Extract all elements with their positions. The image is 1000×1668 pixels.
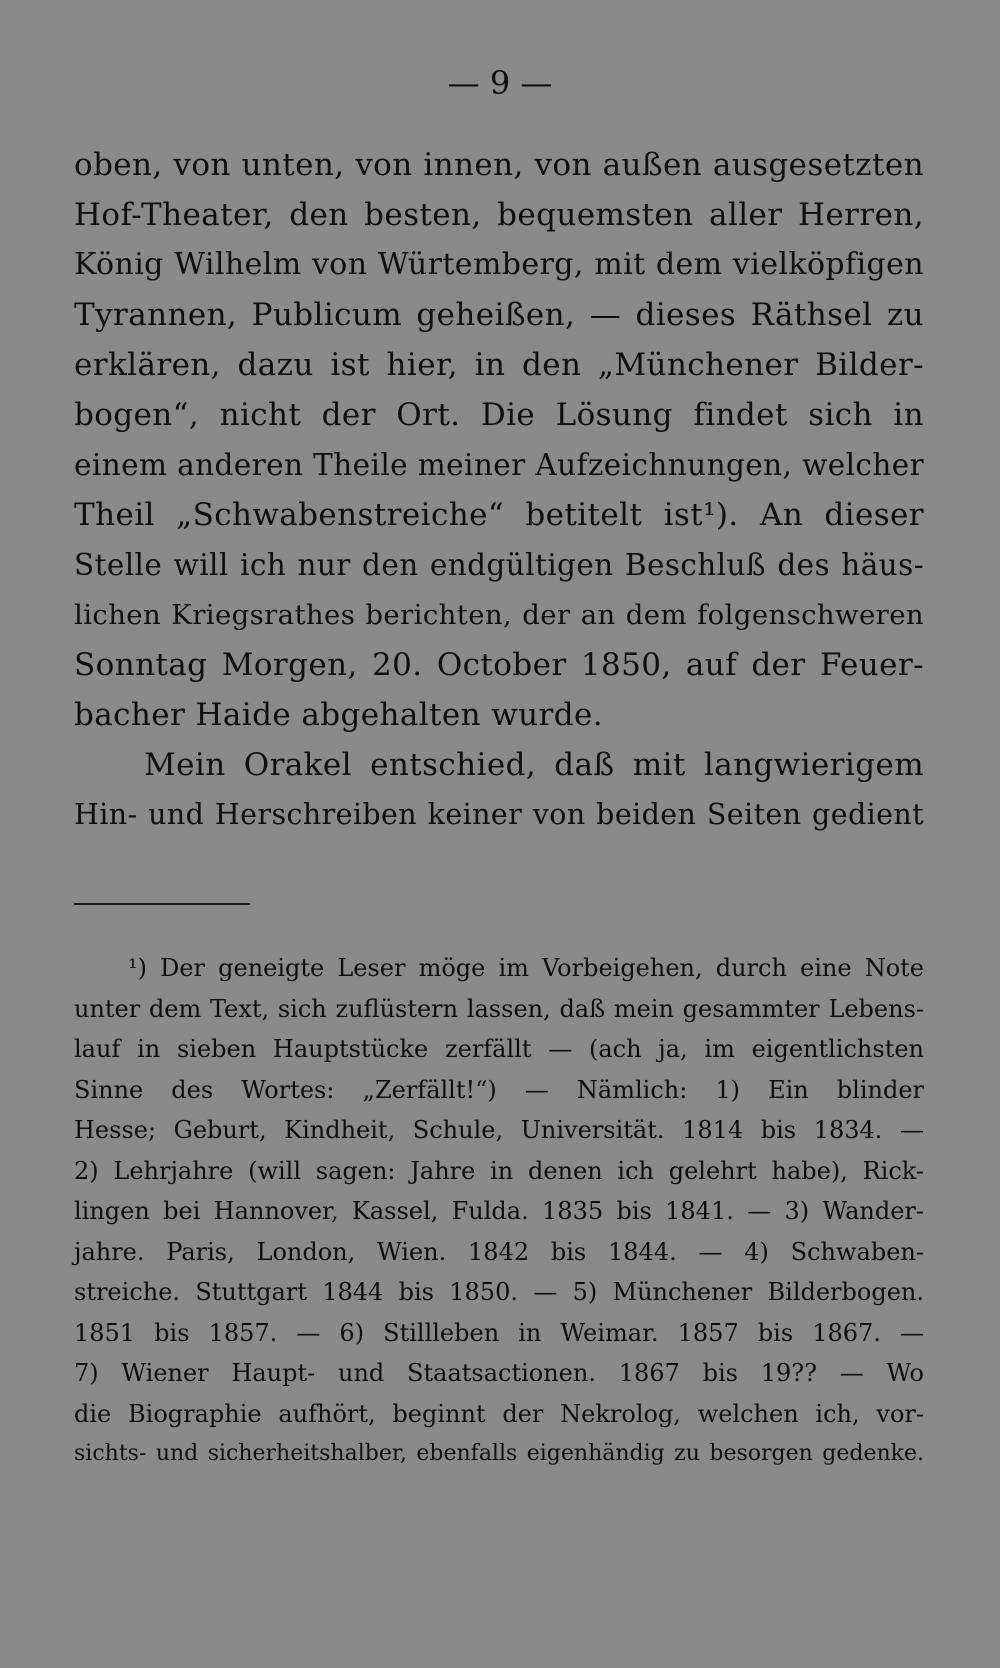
text-line: König Wilhelm von Würtemberg, mit dem vielköpfigen <box>74 247 924 282</box>
text-line: Tyrannen, Publicum geheißen, — dieses Räthsel zu <box>74 297 924 333</box>
text-line: Theil „Schwabenstreiche“ betitelt ist¹). An dieser <box>74 497 924 533</box>
footnote-line: sichts- und sicherheitshalber, ebenfalls eigenhändig zu besorgen gedenke. <box>74 1441 924 1466</box>
text-line: bogen“, nicht der Ort. Die Lösung findet sich in <box>74 397 924 433</box>
footnote-line: Sinne des Wortes: „Zerfällt!“) — Nämlich: 1) Ein blinder <box>74 1075 924 1104</box>
footnote-line: 1851 bis 1857. — 6) Stillleben in Weimar. 1857 bis 1867. — <box>74 1318 924 1347</box>
footnote-line: unter dem Text, sich zuflüstern lassen, daß mein gesammter Lebens- <box>74 994 924 1023</box>
text-line: bacher Haide abgehalten wurde. <box>74 697 604 733</box>
page-number: — 9 — <box>447 64 553 102</box>
footnote-line: 2) Lehrjahre (will sagen: Jahre in denen ich gelehrt habe), Rick- <box>74 1156 924 1185</box>
text-line: Hof-Theater, den besten, bequemsten aller Herren, <box>74 197 924 233</box>
text-line: Sonntag Morgen, 20. October 1850, auf der Feuer- <box>74 647 924 683</box>
text-line: Stelle will ich nur den endgültigen Beschluß des häus- <box>74 548 924 582</box>
footnote-line: jahre. Paris, London, Wien. 1842 bis 1844. — 4) Schwaben- <box>74 1237 924 1266</box>
text-line: oben, von unten, von innen, von außen ausgesetzten <box>74 147 924 183</box>
main-text <box>74 140 924 840</box>
footnotes <box>74 948 924 1475</box>
text-line: einem anderen Theile meiner Aufzeichnungen, welcher <box>74 448 925 482</box>
footnote-divider <box>74 903 250 905</box>
footnote-line: 7) Wiener Haupt- und Staatsactionen. 1867 bis 19?? — Wo <box>74 1359 924 1387</box>
text-line: Hin- und Herschreiben keiner von beiden Seiten gedient <box>74 798 924 831</box>
footnote-line: die Biographie aufhört, beginnt der Nekrolog, welchen ich, vor- <box>74 1399 924 1428</box>
footnote-line: Hesse; Geburt, Kindheit, Schule, Universität. 1814 bis 1834. — <box>74 1116 924 1144</box>
footnote-line: lingen bei Hannover, Kassel, Fulda. 1835 bis 1841. — 3) Wander- <box>74 1197 924 1225</box>
text-line: Mein Orakel entschied, daß mit langwierigem <box>144 747 924 783</box>
text-line: lichen Kriegsrathes berichten, der an dem folgenschweren <box>74 599 924 631</box>
footnote-line: ¹) Der geneigte Leser möge im Vorbeigehen, durch eine Note <box>128 954 924 982</box>
footnote-line: streiche. Stuttgart 1844 bis 1850. — 5) Münchener Bilderbogen. <box>74 1278 924 1306</box>
footnote-line: lauf in sieben Hauptstücke zerfällt — (ach ja, im eigentlichsten <box>74 1035 924 1063</box>
text-line: erklären, dazu ist hier, in den „Münchener Bilder- <box>74 347 924 383</box>
